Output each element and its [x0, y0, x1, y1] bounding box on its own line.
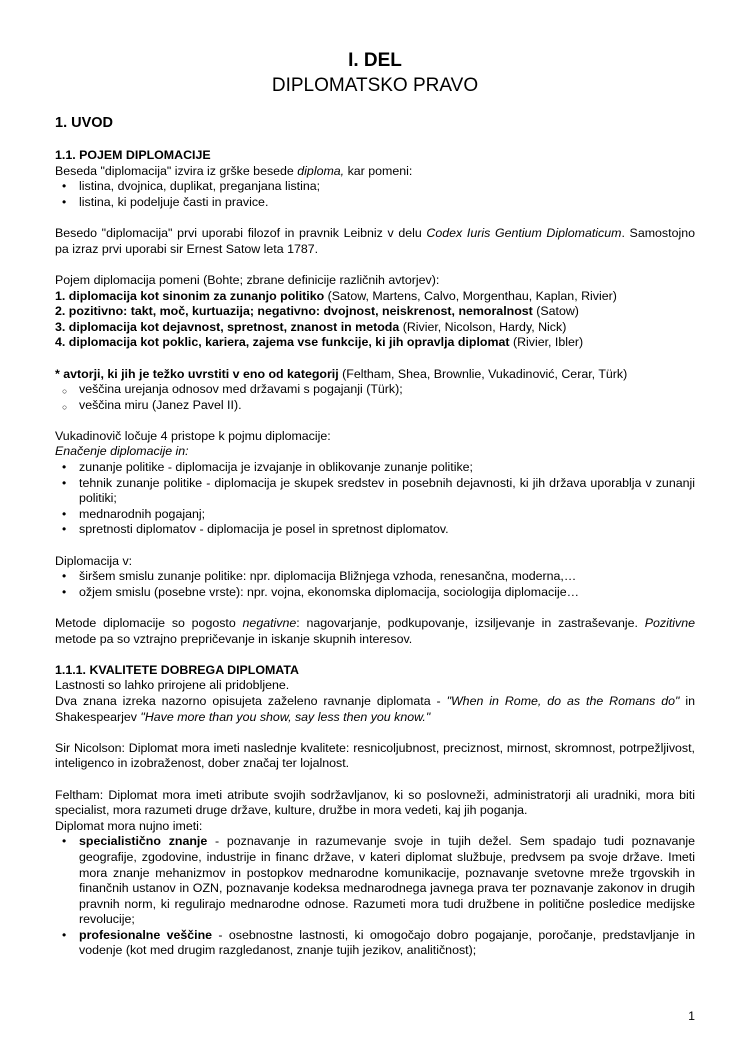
text-run: listina, dvojnica, duplikat, preganjana listina; — [79, 179, 321, 194]
blank-line — [55, 98, 695, 114]
bullet-icon: • — [62, 475, 67, 490]
bullet-icon: • — [62, 569, 67, 584]
section-heading — [55, 114, 695, 133]
list-item — [55, 522, 695, 538]
text-run: 1. UVOD — [55, 114, 114, 131]
list-item — [55, 382, 695, 398]
bullet-icon: • — [62, 194, 67, 209]
text-run: Besedo "diplomacija" prvi uporabi filozof in pravnik Leibniz v delu — [55, 226, 427, 241]
text-run: 4. diplomacija kot poklic, kariera, zajema vse funkcije, ki jih opravlja diplomat — [55, 335, 510, 350]
text-run: Feltham: Diplomat mora imeti atribute svojih sodržavljanov, ki so poslovneži, administratorji ali uradniki, mora biti specialist, mora razumeti druge države, kulture, družbe in mora vedeti, kaj jih poganja. — [55, 787, 695, 818]
paragraph — [55, 694, 695, 725]
text-run: Sir Nicolson: Diplomat mora imeti naslednje kvalitete: resnicoljubnost, preciznost, mirnost, skromnost, potrpežljivost, inteligenco in izobraženost, dober značaj ter lojalnost. — [55, 740, 695, 771]
text-run: - osebnostne lastnosti, ki omogočajo dobro pogajanje, poročanje, predstavljanje in vodenje (kot med drugim razgledanost, znanje tujih jezikov, analitičnost); — [79, 927, 695, 958]
text-run: tehnik zunanje politike - diplomacija je skupek sredstev in posebnih dejavnosti, ki jih država uporablja v zunanji politiki; — [79, 475, 695, 506]
text-run: Pojem diplomacija pomeni (Bohte; zbrane definicije različnih avtorjev): — [55, 272, 440, 287]
blank-line — [55, 133, 695, 149]
text-run: profesionalne veščine — [79, 927, 213, 942]
blank-line — [55, 772, 695, 788]
list-item-text — [79, 928, 695, 959]
paragraph — [55, 304, 695, 320]
paragraph — [55, 741, 695, 772]
text-run: Beseda "diplomacija" izvira iz grške besede — [55, 163, 298, 178]
text-run: (Rivier, Ibler) — [509, 335, 584, 350]
bullet-icon: • — [62, 460, 67, 475]
bullet-icon: ○ — [62, 401, 68, 412]
blank-line — [55, 538, 695, 554]
list-item-text — [79, 460, 695, 476]
paragraph — [55, 429, 695, 445]
paragraph — [55, 444, 695, 460]
text-run: veščina miru (Janez Pavel II). — [79, 397, 242, 412]
list-item-text — [79, 195, 695, 211]
text-run: Metode diplomacije so pogosto — [55, 616, 243, 630]
text-run: 1.1.1. KVALITETE DOBREGA DIPLOMATA — [55, 662, 299, 677]
paragraph — [55, 226, 695, 257]
blank-line — [55, 351, 695, 367]
text-run: zunanje politike - diplomacija je izvajanje in oblikovanje zunanje politike; — [79, 460, 473, 475]
text-run: "When in Rome, do as the Romans do" — [446, 693, 680, 708]
paragraph — [55, 335, 695, 351]
text-run: Dva znana izreka nazorno opisujeta zaželeno ravnanje diplomata - — [55, 693, 447, 708]
list-item — [55, 834, 695, 928]
text-run: negativne — [242, 616, 297, 630]
list-item — [55, 179, 695, 195]
paragraph — [55, 164, 695, 180]
text-run: Diplomat mora nujno imeti: — [55, 818, 203, 833]
list-item-text — [79, 507, 695, 523]
text-run: . Samostojno pa izraz prvi uporabi sir Ernest Satow leta 1787. — [55, 226, 695, 256]
list-item-text — [79, 398, 695, 414]
text-run: (Satow) — [532, 304, 579, 319]
text-run: mednarodnih pogajanj; — [79, 506, 206, 521]
text-run: Codex Iuris Gentium Diplomaticum — [426, 226, 622, 241]
bullet-icon: • — [62, 522, 67, 537]
text-run: 3. diplomacija kot dejavnost, spretnost, znanost in metoda — [55, 319, 400, 334]
list-item — [55, 195, 695, 211]
text-run: Vukadinovič ločuje 4 pristope k pojmu diplomacije: — [55, 428, 331, 443]
paragraph — [55, 273, 695, 289]
bullet-icon: • — [62, 834, 67, 849]
text-run: (Satow, Martens, Calvo, Morgenthau, Kaplan, Rivier) — [324, 288, 617, 303]
text-run: - poznavanje in razumevanje svoje in tujih dežel. Sem spadajo tudi poznavanje geografije, zgodovine, industrije in financ države, v kateri diplomat službuje, predvsem pa svoje države. Imeti mora znanje mehanizmov in postopkov mednarodne komunikacije, poznavanje svetovne mreže trgovskih in finančnih ustanov in OZN, poznavanje kodeksa mednarodnega javnega prava ter poznavanje zakonov in drugih pravnih norm, ki regulirajo mednarodne odnose. Razumeti mora tudi družbene in politične posledice medijske revolucije; — [79, 834, 695, 927]
blank-line — [55, 725, 695, 741]
paragraph — [55, 289, 695, 305]
text-run: Pozitivne — [644, 616, 695, 630]
text-run: spretnosti diplomatov - diplomacija je posel in spretnost diplomatov. — [79, 522, 449, 537]
page-number: 1 — [688, 1009, 695, 1024]
list-item — [55, 398, 695, 414]
paragraph — [55, 788, 695, 819]
text-run: : nagovarjanje, podkupovanje, izsiljevanje in zastraševanje. — [296, 616, 645, 630]
list-item-text — [79, 834, 695, 928]
bullet-icon: • — [62, 179, 67, 194]
subsection-heading — [55, 148, 695, 164]
text-run: 1.1. POJEM DIPLOMACIJE — [55, 148, 211, 163]
text-run: Diplomacija v: — [55, 553, 133, 568]
text-run: veščina urejanja odnosov med državami s pogajanji (Türk); — [79, 382, 403, 397]
paragraph — [55, 616, 695, 647]
paragraph — [55, 320, 695, 336]
document-title — [55, 48, 695, 73]
list-item — [55, 585, 695, 601]
blank-line — [55, 257, 695, 273]
paragraph — [55, 678, 695, 694]
text-run: Lastnosti so lahko prirojene ali pridobljene. — [55, 678, 290, 693]
text-run: (Feltham, Shea, Brownlie, Vukadinović, Cerar, Türk) — [338, 366, 628, 381]
text-run: listina, ki podeljuje časti in pravice. — [79, 194, 269, 209]
document-content — [55, 48, 695, 959]
subsection-heading — [55, 663, 695, 679]
text-run: metode pa so vztrajno prepričevanje in iskanje skupnih interesov. — [55, 631, 413, 646]
text-run: DIPLOMATSKO PRAVO — [271, 75, 479, 96]
list-item — [55, 928, 695, 959]
paragraph — [55, 367, 695, 383]
text-run: širšem smislu zunanje politike: npr. diplomacija Bližnjega vzhoda, renesančna, moderna,… — [79, 569, 577, 584]
paragraph — [55, 554, 695, 570]
list-item-text — [79, 569, 695, 585]
text-run: I. DEL — [348, 50, 402, 71]
list-item-text — [79, 179, 695, 195]
list-item-text — [79, 476, 695, 507]
text-run: (Rivier, Nicolson, Hardy, Nick) — [399, 319, 567, 334]
document-subtitle — [55, 73, 695, 98]
bullet-icon: ○ — [62, 386, 68, 397]
list-item — [55, 569, 695, 585]
list-item — [55, 476, 695, 507]
text-run: "Have more than you show, say less then you know." — [140, 709, 431, 724]
text-run: diploma, — [297, 163, 345, 178]
bullet-icon: • — [62, 584, 67, 599]
blank-line — [55, 600, 695, 616]
text-run: Enačenje diplomacije in: — [55, 444, 189, 459]
text-run: kar pomeni: — [344, 163, 413, 178]
text-run: 2. pozitivno: takt, moč, kurtuazija; negativno: dvojnost, neiskrenost, nemoralnost — [55, 304, 533, 319]
bullet-icon: • — [62, 927, 67, 942]
list-item-text — [79, 585, 695, 601]
blank-line — [55, 413, 695, 429]
text-run: ožjem smislu (posebne vrste): npr. vojna, ekonomska diplomacija, sociologija diplomacije… — [79, 584, 579, 599]
text-run: specialistično znanje — [79, 834, 208, 849]
text-run: in Shakespearjev — [55, 693, 695, 724]
text-run: * avtorji, ki jih je težko uvrstiti v eno od kategorij — [55, 366, 339, 381]
list-item — [55, 460, 695, 476]
paragraph — [55, 819, 695, 835]
blank-line — [55, 211, 695, 227]
list-item-text — [79, 382, 695, 398]
list-item-text — [79, 522, 695, 538]
bullet-icon: • — [62, 506, 67, 521]
list-item — [55, 507, 695, 523]
text-run: 1. diplomacija kot sinonim za zunanjo politiko — [55, 288, 325, 303]
blank-line — [55, 647, 695, 663]
